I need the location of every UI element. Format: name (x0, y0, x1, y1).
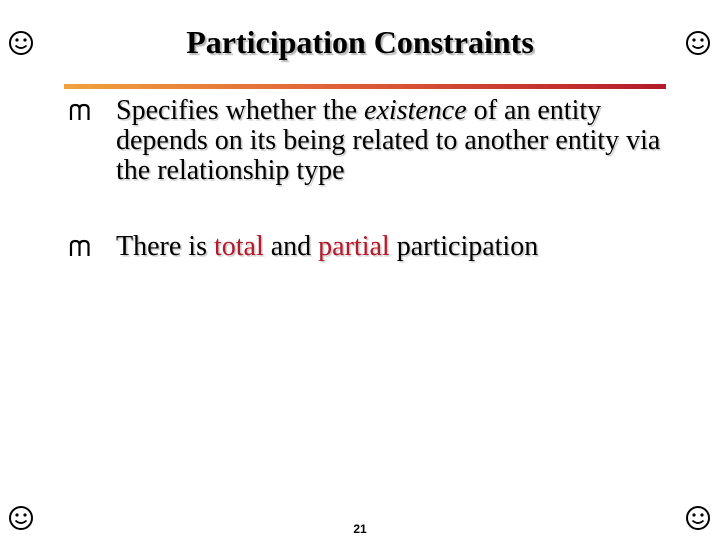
bullet-list (68, 96, 688, 262)
bullet-text: Specifies whether the (116, 95, 365, 126)
bullet-text: and (263, 231, 319, 262)
m-bullet-icon (68, 102, 94, 122)
highlight-total: total (213, 231, 264, 262)
highlight-partial: partial (318, 231, 390, 262)
smiley-face-icon (685, 505, 711, 531)
bullet-emphasis: existence (364, 95, 467, 126)
bullet-item (68, 232, 688, 262)
bullet-text: of an entity depends on its being related to another entity via the relationship type (116, 95, 661, 186)
bullet-text: participation (389, 231, 539, 262)
smiley-face-icon (8, 505, 34, 531)
m-bullet-icon (68, 238, 94, 258)
bullet-text: There is (116, 231, 214, 262)
title-underline (64, 84, 666, 89)
page-number: 21 (353, 522, 367, 536)
slide-title: Participation Constraints (186, 24, 534, 60)
bullet-item (68, 96, 688, 186)
